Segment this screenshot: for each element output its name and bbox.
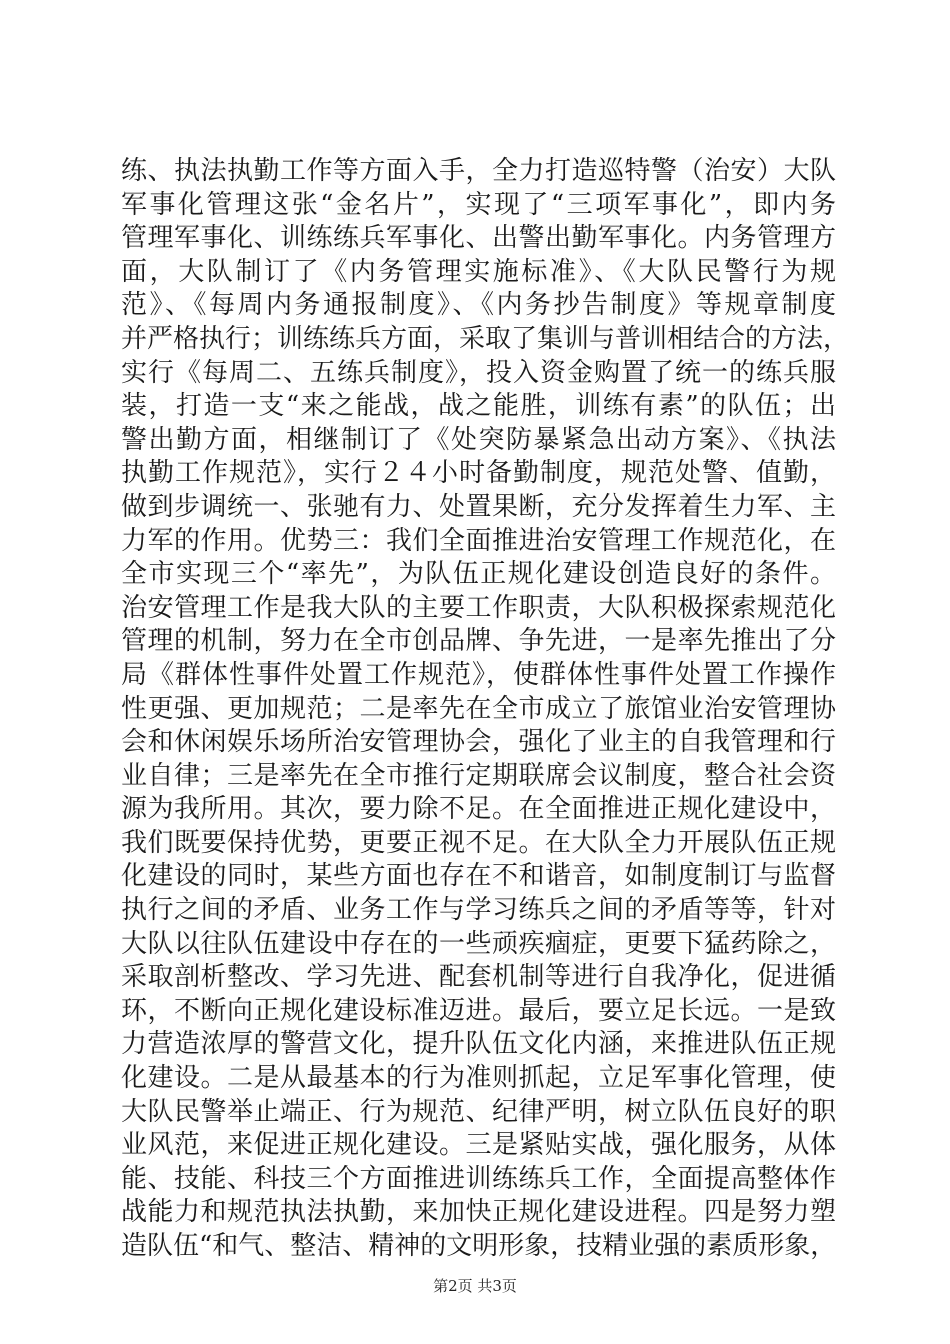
paragraph-line: 源为我所用。其次，要力除不足。在全面推进正规化建设中， [121, 794, 836, 825]
paragraph-line: 练、执法执勤工作等方面入手，全力打造巡特警（治安）大队 [121, 156, 836, 186]
paragraph-line: 并严格执行；训练练兵方面，采取了集训与普训相结合的方法， [121, 323, 850, 354]
body-text [121, 155, 850, 1264]
paragraph-line: 管理军事化、训练练兵军事化、出警出勤军事化。内务管理方 [121, 223, 836, 254]
paragraph-line: 性更强、更加规范；二是率先在全市成立了旅馆业治安管理协 [121, 693, 836, 724]
paragraph-line: 力营造浓厚的警营文化，提升队伍文化内涵，来推进队伍正规 [121, 1029, 836, 1060]
paragraph-line: 警出勤方面，相继制订了《处突防暴紧急出动方案》、《执法 [121, 424, 836, 455]
paragraph-line: 能、技能、科技三个方面推进训练练兵工作，全面提高整体作 [121, 1163, 836, 1194]
paragraph-line: 装，打造一支“来之能战，战之能胜，训练有素”的队伍；出 [121, 391, 836, 422]
paragraph-line: 环，不断向正规化建设标准迈进。最后，要立足长远。一是致 [121, 995, 836, 1026]
paragraph-line: 化建设。二是从最基本的行为准则抓起，立足军事化管理，使 [121, 1063, 836, 1094]
paragraph-line: 业风范，来促进正规化建设。三是紧贴实战，强化服务，从体 [121, 1130, 836, 1161]
page-footer: 第2页 共3页 [433, 1277, 517, 1295]
paragraph-line: 力军的作用。优势三：我们全面推进治安管理工作规范化，在 [121, 525, 836, 556]
paragraph-line: 实行《每周二、五练兵制度》，投入资金购置了统一的练兵服 [121, 357, 836, 388]
paragraph-line: 会和休闲娱乐场所治安管理协会，强化了业主的自我管理和行 [121, 727, 836, 758]
paragraph-line: 面，大队制订了《内务管理实施标准》、《大队民警行为规 [121, 256, 836, 287]
paragraph-line: 大队民警举止端正、行为规范、纪律严明，树立队伍良好的职 [121, 1096, 836, 1127]
paragraph-line: 战能力和规范执法执勤，来加快正规化建设进程。四是努力塑 [121, 1197, 836, 1228]
paragraph-line: 大队以往队伍建设中存在的一些顽疾痼症，更要下猛药除之， [121, 928, 836, 959]
paragraph-line: 执勤工作规范》，实行２４小时备勤制度，规范处警、值勤， [121, 458, 836, 489]
paragraph-line: 我们既要保持优势，更要正视不足。在大队全力开展队伍正规 [121, 827, 836, 858]
paragraph-line: 采取剖析整改、学习先进、配套机制等进行自我净化，促进循 [121, 962, 836, 993]
paragraph-line: 化建设的同时，某些方面也存在不和谐音，如制度制订与监督 [121, 861, 836, 892]
paragraph-line: 全市实现三个“率先”，为队伍正规化建设创造良好的条件。 [121, 559, 836, 590]
paragraph-line: 军事化管理这张“金名片”，实现了“三项军事化”，即内务 [121, 189, 836, 220]
paragraph-line: 做到步调统一、张驰有力、处置果断，充分发挥着生力军、主 [121, 491, 836, 522]
paragraph-line: 造队伍“和气、整洁、精神的文明形象，技精业强的素质形象， [121, 1231, 837, 1261]
paragraph-line: 范》、《每周内务通报制度》、《内务抄告制度》等规章制度 [121, 290, 836, 321]
paragraph-line: 业自律；三是率先在全市推行定期联席会议制度，整合社会资 [121, 760, 836, 791]
paragraph-line: 治安管理工作是我大队的主要工作职责，大队积极探索规范化 [121, 592, 836, 623]
paragraph-line: 管理的机制，努力在全市创品牌、争先进，一是率先推出了分 [121, 626, 836, 657]
paragraph-line: 执行之间的矛盾、业务工作与学习练兵之间的矛盾等等，针对 [121, 895, 836, 926]
paragraph-line: 局《群体性事件处置工作规范》，使群体性事件处置工作操作 [121, 659, 836, 690]
